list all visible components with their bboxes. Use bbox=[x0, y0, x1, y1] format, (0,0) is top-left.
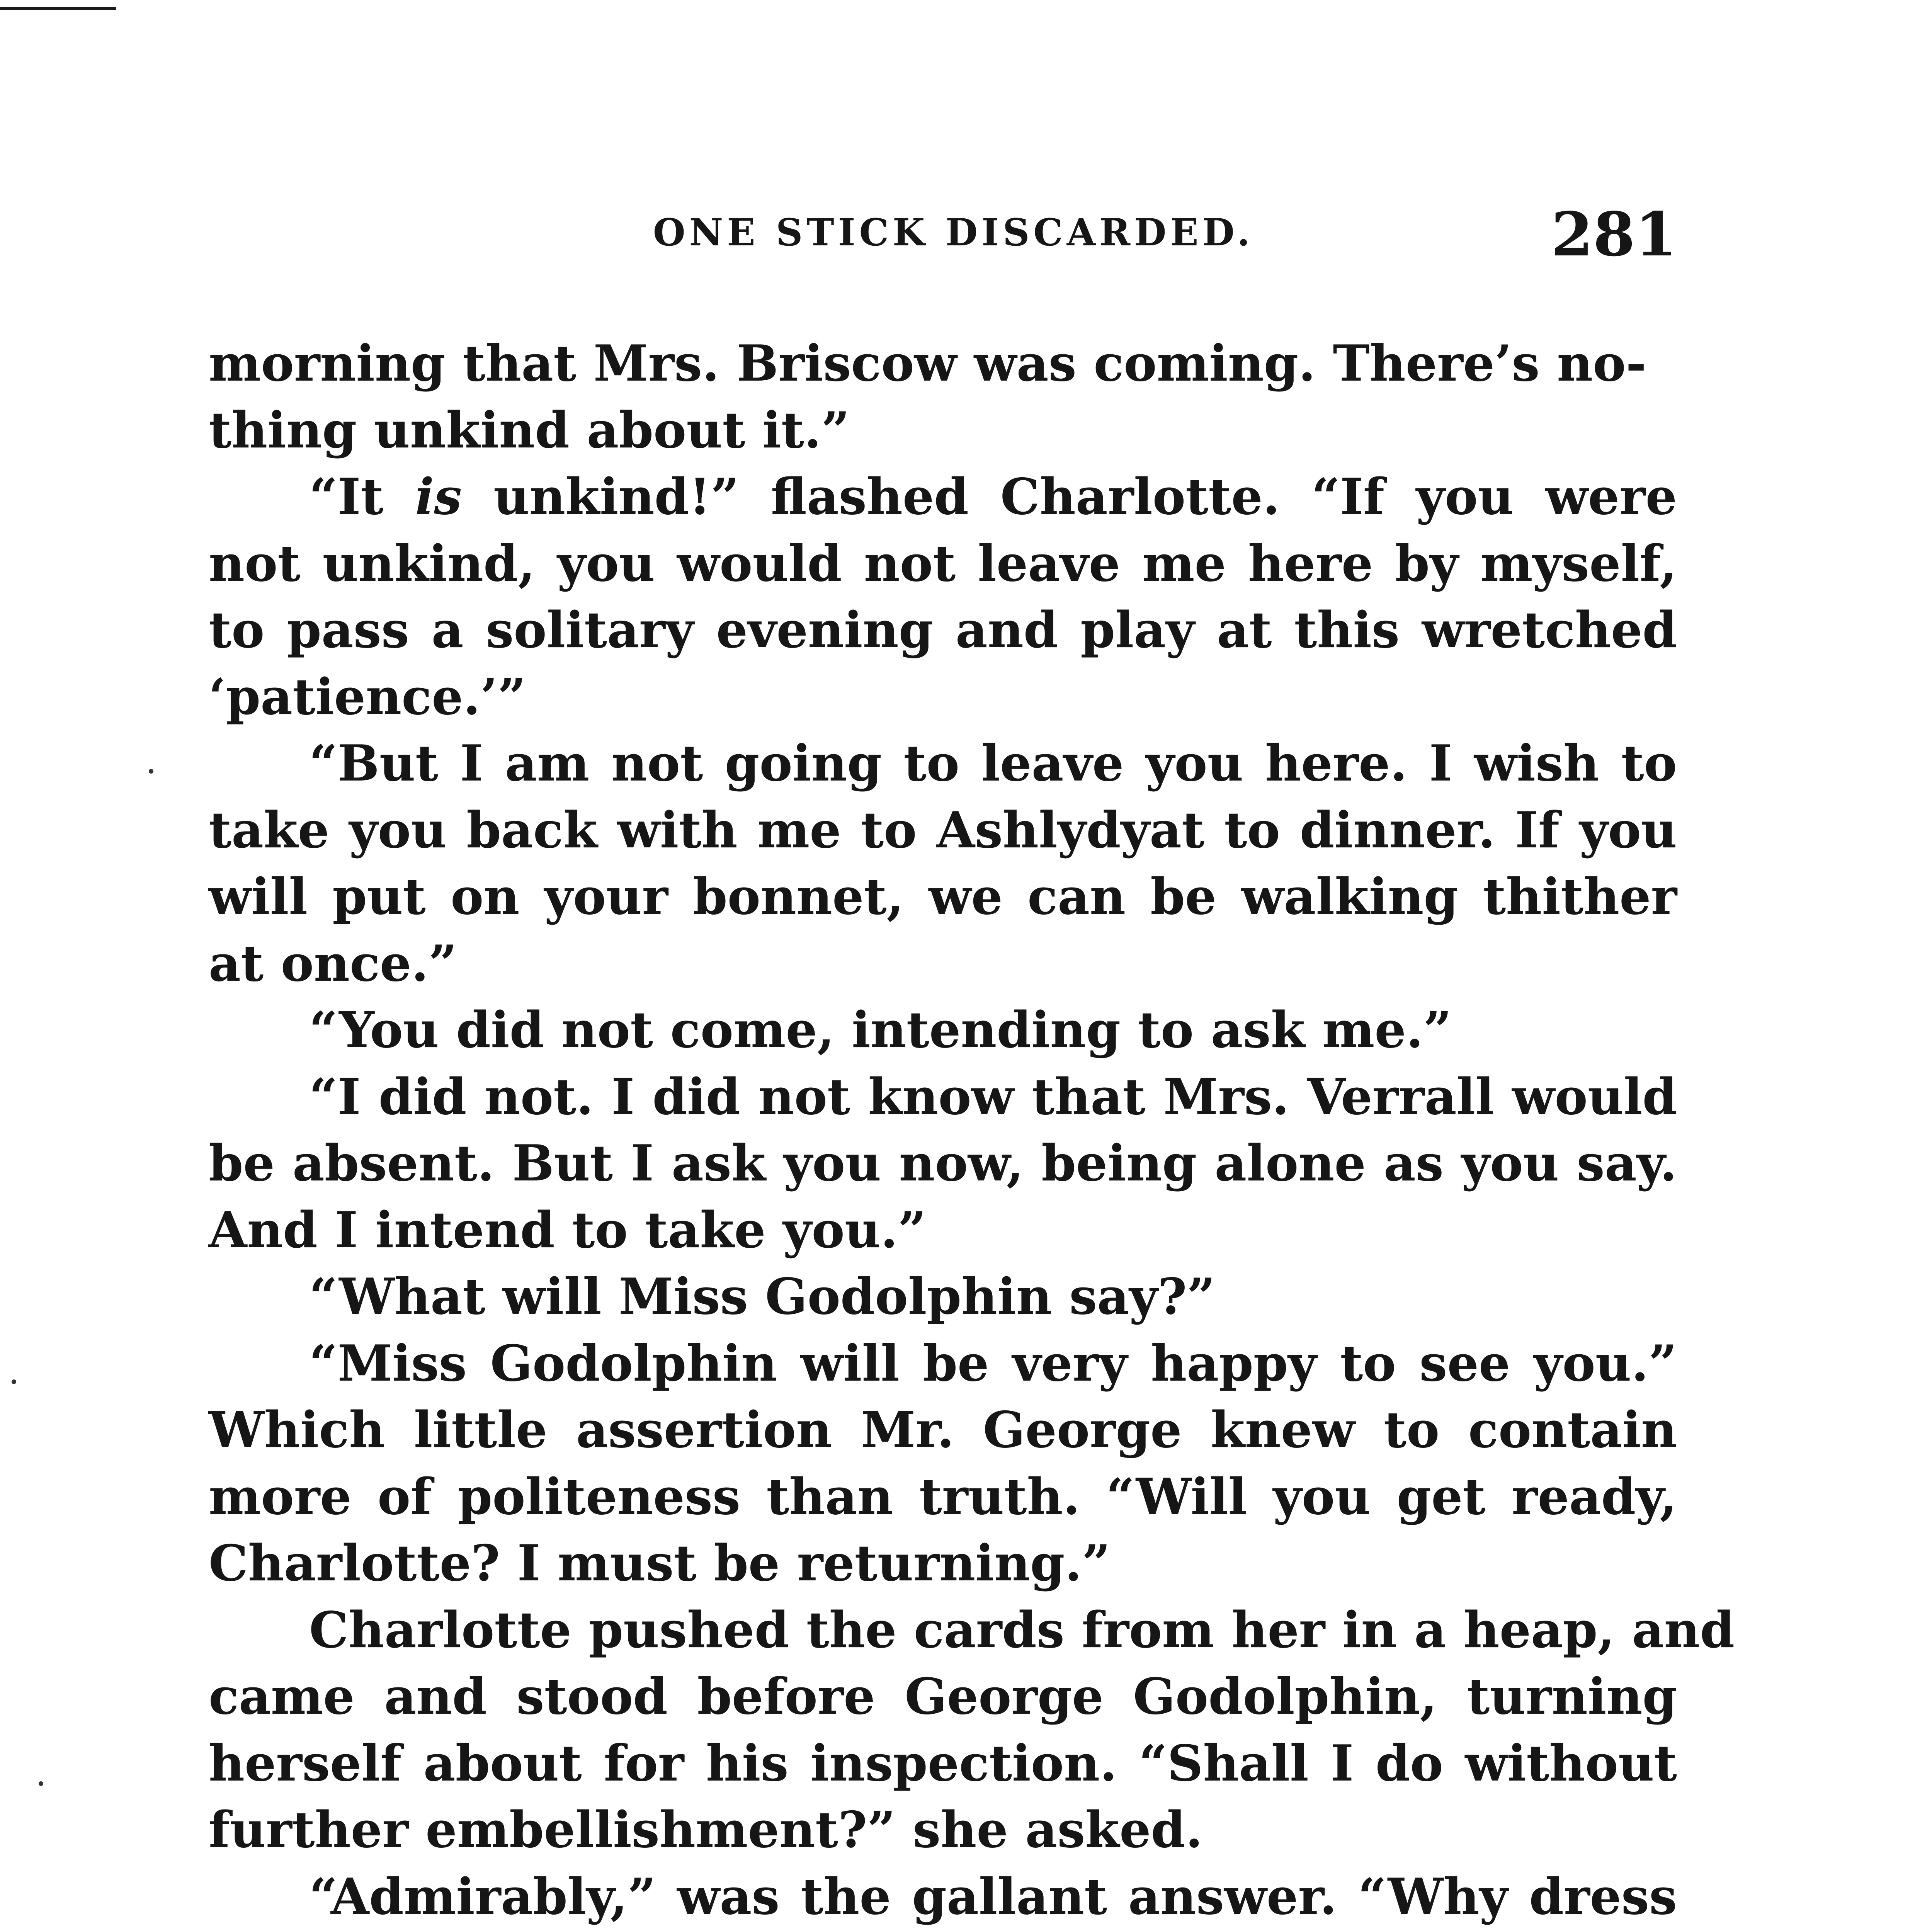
body-text bbox=[209, 330, 1735, 1932]
text-line: “Admirably,” was the gallant answer. “Why dress bbox=[309, 1867, 1677, 1926]
text-line: not unkind, you would not leave me here by myself, bbox=[209, 534, 1677, 593]
text-line: thing unkind about it.” bbox=[209, 401, 850, 459]
text-line: Which little assertion Mr. George knew to contain bbox=[209, 1401, 1677, 1459]
text-line: herself about for his inspection. “Shall I do without bbox=[209, 1734, 1677, 1793]
text-line: take you back with me to Ashlydyat to dinner. If you bbox=[209, 801, 1677, 859]
running-title: ONE STICK DISCARDED. bbox=[653, 211, 1254, 254]
text-line: came and stood before George Godolphin, turning bbox=[209, 1668, 1677, 1726]
running-head bbox=[209, 199, 1677, 270]
text-line: morning that Mrs. Briscow was coming. There’s no- bbox=[209, 335, 1646, 393]
text-line: Charlotte? I must be returning.” bbox=[209, 1534, 1111, 1592]
text-line: to pass a solitary evening and play at this wretched bbox=[209, 601, 1677, 659]
line-part: “It bbox=[309, 468, 415, 526]
text-line: “You did not come, intending to ask me.” bbox=[309, 1001, 1452, 1059]
text-line: “Miss Godolphin will be very happy to see you.” bbox=[309, 1334, 1677, 1393]
text-line: more of politeness than truth. “Will you get ready, bbox=[209, 1468, 1677, 1526]
text-line: “I did not. I did not know that Mrs. Verrall would bbox=[309, 1068, 1677, 1126]
text-line: will put on your bonnet, we can be walking thither bbox=[209, 868, 1677, 926]
text-line bbox=[209, 464, 1677, 531]
line-part: unkind!” flashed Charlotte. “If you were bbox=[462, 468, 1677, 526]
text-line: be absent. But I ask you now, being alone as you say. bbox=[209, 1134, 1677, 1192]
text-line: “What will Miss Godolphin say?” bbox=[309, 1268, 1216, 1326]
text-line: “But I am not going to leave you here. I wish to bbox=[309, 735, 1677, 793]
text-line: ‘patience.’” bbox=[209, 668, 526, 726]
text-line: further embellishment?” she asked. bbox=[209, 1801, 1203, 1859]
top-rule bbox=[0, 7, 116, 10]
emphasis-word: is bbox=[415, 468, 462, 526]
stray-mark bbox=[149, 769, 153, 774]
stray-mark bbox=[39, 1781, 43, 1786]
stray-mark bbox=[12, 1379, 16, 1384]
text-line: at once.” bbox=[209, 934, 457, 993]
text-line: Charlotte pushed the cards from her in a heap, and bbox=[309, 1601, 1735, 1659]
text-line bbox=[209, 1930, 1677, 1932]
page-number: 281 bbox=[1551, 199, 1677, 270]
text-line: And I intend to take you.” bbox=[209, 1201, 927, 1259]
